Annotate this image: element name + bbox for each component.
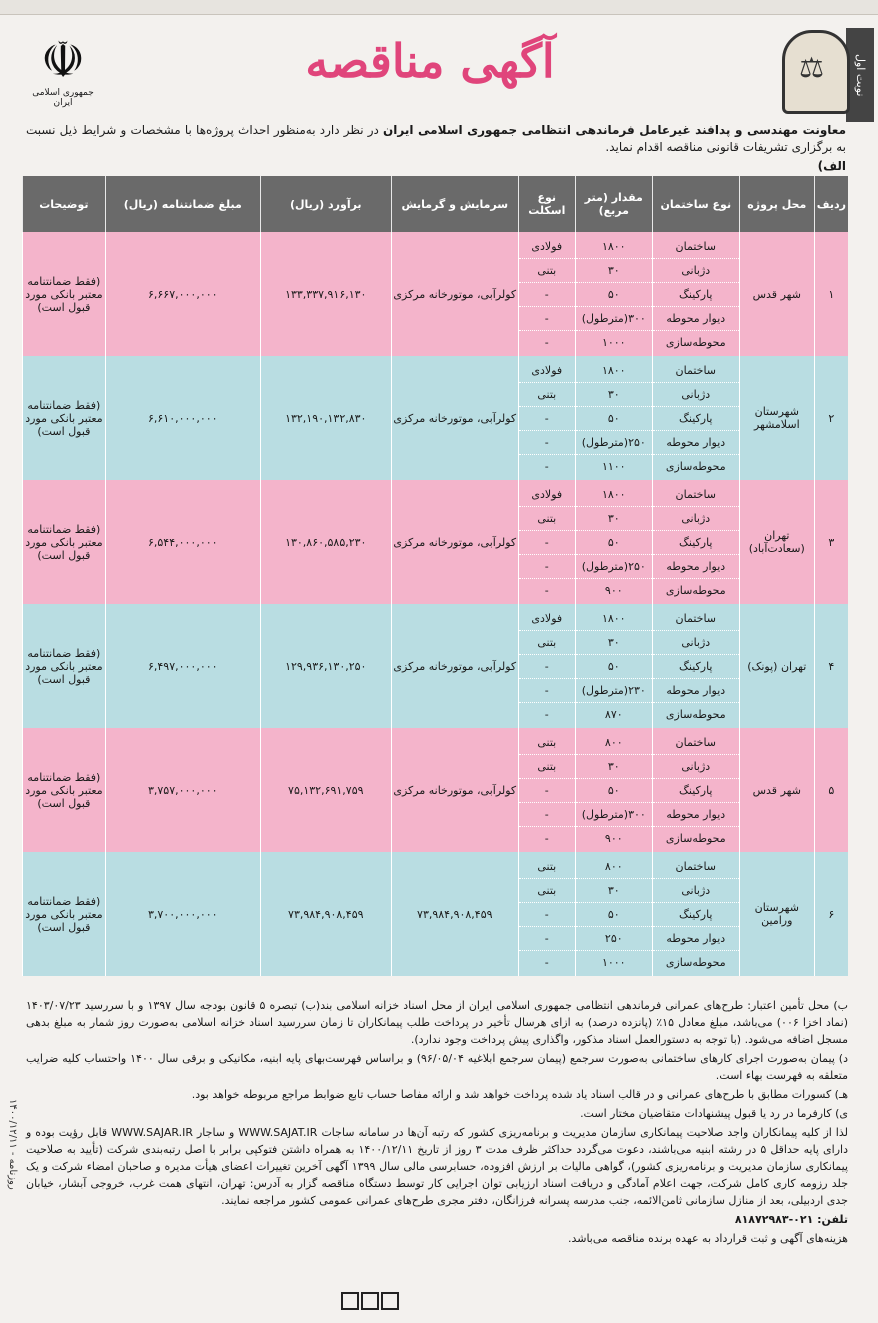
cell-amounts-item: ۳۰۰(مترطول) <box>576 803 652 827</box>
intro-org: معاونت مهندسی و پدافند غیرعامل فرماندهی انتظامی جمهوری اسلامی ایران <box>383 123 846 137</box>
col-header-skeleton: نوع اسکلت <box>518 176 575 232</box>
cell-estimate: ۱۳۰,۸۶۰,۵۸۵,۲۳۰ <box>260 480 391 604</box>
cell-building-types-item: دیوار محوطه <box>653 927 739 951</box>
cell-building-types <box>652 604 739 728</box>
cell-building-types-item: دیوار محوطه <box>653 431 739 455</box>
cell-amounts-item: ۲۵۰(مترطول) <box>576 555 652 579</box>
cell-skeleton-item: فولادی <box>519 607 575 631</box>
cell-building-types <box>652 852 739 976</box>
cell-building-types <box>652 232 739 356</box>
footer-b: ب) محل تأمین اعتبار: طرح‌های عمرانی فرماندهی انتظامی جمهوری اسلامی ایران از محل اسناد خزانه اسلامی بند(ب) تبصره ۵ قانون بودجه سال ۱۳۹۷ و با سررسید ۱۴۰۳/۰۷/۲۳ (نماد اخزا ۰۰۶) می‌باشد، مبلغ معادل ۱۵٪ (پانزده درصد) به ازای هرسال تأخیر در پرداخت طلب پیمانکاران تا زمان سررسید اسناد خزانه اسلامی به‌صورت روز شمار به مبلغ بدهی مسجل اضافه می‌شود. (با توجه به دستورالعمل اسناد مذکور، واگذاری پیش پرداخت وجود ندارد). <box>26 999 848 1046</box>
footer-d: د) پیمان به‌صورت اجرای کارهای ساختمانی به‌صورت سرجمع (پیمان سرجمع ابلاغیه ۹۶/۰۵/۰۴) و براساس فهرست‌بهای پایه ابنیه، مکانیکی و برقی سال ۱۴۰۰ واحتساب کلیه ضرایب متعلقه به فهرست بهاء است. <box>26 1052 849 1082</box>
cell-skeleton-item: فولادی <box>519 359 575 383</box>
cell-amounts-item: ۳۰ <box>576 507 652 531</box>
cell-building-types-item: دیوار محوطه <box>653 679 739 703</box>
cell-skeleton-item: - <box>519 307 575 331</box>
cell-no: ۴ <box>814 604 848 728</box>
cell-skeleton-item: - <box>544 707 549 721</box>
footer-cost: هزینه‌های آگهی و ثبت قرارداد به عهده برنده مناقصه می‌باشد. <box>567 1232 848 1245</box>
cell-building-types-item: دیوار محوطه <box>653 555 739 579</box>
cell-amounts-item: ۱۸۰۰ <box>576 235 652 259</box>
cell-skeleton-item: بتنی <box>519 507 575 531</box>
cell-skeleton <box>518 356 575 480</box>
cell-building-types-item: دژبانی <box>653 383 739 407</box>
section-a-label: الف) <box>817 159 846 173</box>
cell-no: ۵ <box>814 728 848 852</box>
cell-location: شهر قدس <box>739 232 814 356</box>
cell-building-types-item: دیوار محوطه <box>653 307 739 331</box>
cell-building-types-item: ساختمان <box>653 731 739 755</box>
cell-amounts-item: ۵۰ <box>576 407 652 431</box>
cell-amounts-item: ۳۰۰(مترطول) <box>576 307 652 331</box>
footer-y: ی) کارفرما در رد یا قبول پیشنهادات متقاضیان مختار است. <box>580 1107 848 1120</box>
cell-amounts-item: ۲۵۰ <box>576 927 652 951</box>
cell-estimate: ۱۳۲,۱۹۰,۱۳۲,۸۳۰ <box>260 356 391 480</box>
cell-location: شهر قدس <box>739 728 814 852</box>
table-row <box>23 852 849 976</box>
cell-amounts-item: ۵۰ <box>576 283 652 307</box>
cell-hvac: کولرآبی، موتورخانه مرکزی <box>391 604 518 728</box>
cell-building-types-item: محوطه‌سازی <box>665 583 726 597</box>
cell-location: تهران (پونک) <box>739 604 814 728</box>
table-header-row <box>23 176 849 232</box>
cell-skeleton-item: بتنی <box>519 855 575 879</box>
table-row <box>23 480 849 604</box>
cell-amounts-item: ۱۰۰۰ <box>601 335 626 349</box>
intro-rest: در نظر دارد به‌منظور احداث پروژه‌ها با مشخصات و شرایط ذیل نسبت به برگزاری تشریفات قانونی مناقصه اقدام نماید. <box>26 123 846 154</box>
cell-skeleton-item: - <box>519 407 575 431</box>
cell-amounts <box>575 480 652 604</box>
cell-amounts-item: ۵۰ <box>576 779 652 803</box>
side-label: روزنامه - ۱۴۰۰/۱۲/۱۱ <box>7 1099 18 1190</box>
bottom-ornament-icon <box>340 1292 400 1310</box>
table-row <box>23 232 849 356</box>
cell-skeleton-item: بتنی <box>519 731 575 755</box>
cell-hvac: کولرآبی، موتورخانه مرکزی <box>391 480 518 604</box>
cell-building-types-item: ساختمان <box>653 855 739 879</box>
cell-amounts-item: ۳۰ <box>576 383 652 407</box>
cell-hvac: کولرآبی، موتورخانه مرکزی <box>391 356 518 480</box>
cell-skeleton-item: - <box>544 459 549 473</box>
cell-notes: (فقط ضمانتنامه معتبر بانکی مورد قبول است) <box>23 728 106 852</box>
cell-building-types-item: پارکینگ <box>653 531 739 555</box>
footer-phone: تلفن: ۰۲۱-۸۱۸۷۲۹۸۳ <box>734 1213 848 1226</box>
page-title: آگهی مناقصه <box>305 34 555 88</box>
header <box>0 14 878 119</box>
cell-amounts-item: ۵۰ <box>576 655 652 679</box>
cell-skeleton-item: بتنی <box>519 383 575 407</box>
col-header-building-type: نوع ساختمان <box>652 176 739 232</box>
cell-amounts <box>575 232 652 356</box>
cell-notes: (فقط ضمانتنامه معتبر بانکی مورد قبول است) <box>23 852 106 976</box>
projects-table <box>22 176 848 976</box>
cell-building-types-item: محوطه‌سازی <box>665 459 726 473</box>
cell-building-types-item: دژبانی <box>653 879 739 903</box>
cell-skeleton-item: - <box>519 531 575 555</box>
table-row <box>23 356 849 480</box>
cell-hvac: ۷۳,۹۸۴,۹۰۸,۴۵۹ <box>391 852 518 976</box>
cell-amounts-item: ۳۰ <box>576 259 652 283</box>
col-header-location: محل پروژه <box>739 176 814 232</box>
cell-building-types-item: پارکینگ <box>653 903 739 927</box>
top-strip <box>0 0 878 15</box>
cell-building-types-item: محوطه‌سازی <box>665 335 726 349</box>
cell-amounts <box>575 604 652 728</box>
cell-hvac: کولرآبی، موتورخانه مرکزی <box>391 728 518 852</box>
cell-notes: (فقط ضمانتنامه معتبر بانکی مورد قبول است) <box>23 480 106 604</box>
cell-skeleton-item: - <box>519 903 575 927</box>
cell-skeleton-item: - <box>519 655 575 679</box>
cell-bond: ۳,۷۰۰,۰۰۰,۰۰۰ <box>105 852 260 976</box>
cell-skeleton-item: بتنی <box>519 755 575 779</box>
cell-skeleton <box>518 852 575 976</box>
table-row <box>23 604 849 728</box>
footer-main: لذا از کلیه پیمانکاران واجد صلاحیت پیمانکاری سازمان مدیریت و برنامه‌ریزی کشور که رتبه آن‌ها در سامانه ساجات WWW.SAJAT.IR و ساجار WWW.SAJAR.IR قابل رؤیت بوده و دارای پایه حداقل ۵ در رشته ابنیه می‌باشند، دعوت می‌گردد حداکثر ظرف مدت ۳ روز از تاریخ ۱۴۰۰/۱۲/۱۱ به همراه داشتن فتوکپی برابر با اصل رتبه‌بندی شرکت (تأیید به صلاحیت پیمانکاری سازمان مدیریت و برنامه‌ریزی کشور)، گواهی مالیات بر ارزش افزوده، حسابرسی مالی سال ۱۳۹۹ آگهی آخرین تغییرات اعضای هیأت مدیره و صاحبان امضاء شرکت و یک جلد رزومه کاری کامل شرکت، جهت اعلام آمادگی و دریافت اسناد ارزیابی توان اجرایی کار توسط دستگاه مناقصه گزار به آدرس: تهران، انتهای همت غرب، خروجی آبشار، خیابان جدی اردبیلی، بعد از منازل سازمانی ثامن‌الائمه، جنب مدرسه پسرانه فرزانگان، دفتر مجری طرح‌های عمرانی عمومی کشور مراجعه نمایند. <box>26 1126 848 1207</box>
iran-emblem-icon: ☫ جمهوری اسلامی ایران <box>28 32 98 117</box>
cell-estimate: ۱۲۹,۹۳۶,۱۳۰,۲۵۰ <box>260 604 391 728</box>
cell-skeleton-item: - <box>519 679 575 703</box>
cell-estimate: ۷۳,۹۸۴,۹۰۸,۴۵۹ <box>260 852 391 976</box>
cell-no: ۱ <box>814 232 848 356</box>
cell-building-types-item: دژبانی <box>653 755 739 779</box>
cell-bond: ۶,۴۹۷,۰۰۰,۰۰۰ <box>105 604 260 728</box>
cell-skeleton-item: - <box>544 955 549 969</box>
footer-text <box>26 997 848 1249</box>
cell-amounts-item: ۸۰۰ <box>576 731 652 755</box>
cell-no: ۶ <box>814 852 848 976</box>
cell-skeleton <box>518 728 575 852</box>
col-header-hvac: سرمایش و گرمایش <box>391 176 518 232</box>
col-header-no: ردیف <box>814 176 848 232</box>
cell-skeleton-item: فولادی <box>519 483 575 507</box>
cell-building-types-item: ساختمان <box>653 235 739 259</box>
cell-notes: (فقط ضمانتنامه معتبر بانکی مورد قبول است) <box>23 232 106 356</box>
cell-amounts-item: ۱۰۰۰ <box>601 955 626 969</box>
cell-bond: ۶,۵۴۴,۰۰۰,۰۰۰ <box>105 480 260 604</box>
cell-skeleton-item: - <box>544 335 549 349</box>
cell-notes: (فقط ضمانتنامه معتبر بانکی مورد قبول است) <box>23 356 106 480</box>
cell-amounts-item: ۲۳۰(مترطول) <box>576 679 652 703</box>
cell-bond: ۶,۶۱۰,۰۰۰,۰۰۰ <box>105 356 260 480</box>
cell-building-types-item: پارکینگ <box>653 779 739 803</box>
cell-skeleton-item: - <box>519 555 575 579</box>
cell-notes: (فقط ضمانتنامه معتبر بانکی مورد قبول است) <box>23 604 106 728</box>
nobat-badge: نوبت اول <box>846 28 874 122</box>
cell-hvac: کولرآبی، موتورخانه مرکزی <box>391 232 518 356</box>
cell-building-types-item: محوطه‌سازی <box>665 955 726 969</box>
cell-skeleton <box>518 604 575 728</box>
cell-amounts-item: ۵۰ <box>576 531 652 555</box>
cell-building-types-item: دژبانی <box>653 507 739 531</box>
cell-skeleton-item: - <box>544 831 549 845</box>
cell-amounts-item: ۲۵۰(مترطول) <box>576 431 652 455</box>
footer-h: هـ) کسورات مطابق با طرح‌های عمرانی و در قالب اسناد یاد شده پرداخت خواهد شد و ارائه مفاصا حساب تابع ضوابط مراجع مربوطه خواهد بود. <box>191 1088 848 1101</box>
cell-no: ۲ <box>814 356 848 480</box>
cell-no: ۳ <box>814 480 848 604</box>
cell-amounts-item: ۹۰۰ <box>604 583 623 597</box>
cell-amounts-item: ۳۰ <box>576 631 652 655</box>
cell-amounts-item: ۸۰۰ <box>576 855 652 879</box>
cell-building-types-item: پارکینگ <box>653 407 739 431</box>
cell-amounts-item: ۳۰ <box>576 879 652 903</box>
cell-skeleton-item: فولادی <box>519 235 575 259</box>
cell-skeleton-item: بتنی <box>519 631 575 655</box>
cell-building-types-item: پارکینگ <box>653 655 739 679</box>
col-header-amount: مقدار (متر مربع) <box>575 176 652 232</box>
cell-skeleton <box>518 480 575 604</box>
cell-building-types-item: محوطه‌سازی <box>665 707 726 721</box>
cell-amounts-item: ۳۰ <box>576 755 652 779</box>
cell-building-types <box>652 480 739 604</box>
cell-bond: ۶,۶۶۷,۰۰۰,۰۰۰ <box>105 232 260 356</box>
cell-building-types-item: ساختمان <box>653 483 739 507</box>
cell-skeleton-item: - <box>519 779 575 803</box>
cell-building-types-item: ساختمان <box>653 607 739 631</box>
cell-skeleton-item: - <box>544 583 549 597</box>
cell-building-types-item: پارکینگ <box>653 283 739 307</box>
cell-skeleton-item: - <box>519 283 575 307</box>
police-emblem-icon: ⚖ <box>782 30 850 114</box>
cell-skeleton-item: - <box>519 927 575 951</box>
col-header-notes: توضیحات <box>23 176 106 232</box>
cell-building-types-item: دیوار محوطه <box>653 803 739 827</box>
cell-amounts-item: ۱۸۰۰ <box>576 607 652 631</box>
cell-amounts <box>575 356 652 480</box>
cell-amounts-item: ۱۱۰۰ <box>601 459 626 473</box>
col-header-bond: مبلغ ضمانتنامه (ریال) <box>105 176 260 232</box>
table-row <box>23 728 849 852</box>
table-body <box>23 232 849 976</box>
cell-amounts-item: ۱۸۰۰ <box>576 359 652 383</box>
cell-location: شهرستان اسلامشهر <box>739 356 814 480</box>
cell-skeleton-item: بتنی <box>519 879 575 903</box>
cell-amounts <box>575 852 652 976</box>
cell-amounts-item: ۸۷۰ <box>604 707 623 721</box>
cell-building-types-item: دژبانی <box>653 259 739 283</box>
cell-skeleton-item: - <box>519 803 575 827</box>
emblem-caption: جمهوری اسلامی ایران <box>32 88 94 108</box>
cell-bond: ۳,۷۵۷,۰۰۰,۰۰۰ <box>105 728 260 852</box>
cell-building-types <box>652 356 739 480</box>
cell-amounts-item: ۹۰۰ <box>604 831 623 845</box>
cell-building-types-item: ساختمان <box>653 359 739 383</box>
cell-building-types <box>652 728 739 852</box>
cell-location: تهران (سعادت‌آباد) <box>739 480 814 604</box>
cell-estimate: ۷۵,۱۳۲,۶۹۱,۷۵۹ <box>260 728 391 852</box>
cell-amounts <box>575 728 652 852</box>
cell-estimate: ۱۳۳,۳۳۷,۹۱۶,۱۳۰ <box>260 232 391 356</box>
cell-building-types-item: محوطه‌سازی <box>665 831 726 845</box>
cell-location: شهرستان ورامین <box>739 852 814 976</box>
cell-skeleton-item: - <box>519 431 575 455</box>
intro-paragraph <box>26 122 846 156</box>
cell-building-types-item: دژبانی <box>653 631 739 655</box>
cell-skeleton-item: بتنی <box>519 259 575 283</box>
col-header-estimate: برآورد (ریال) <box>260 176 391 232</box>
cell-amounts-item: ۱۸۰۰ <box>576 483 652 507</box>
cell-skeleton <box>518 232 575 356</box>
cell-amounts-item: ۵۰ <box>576 903 652 927</box>
